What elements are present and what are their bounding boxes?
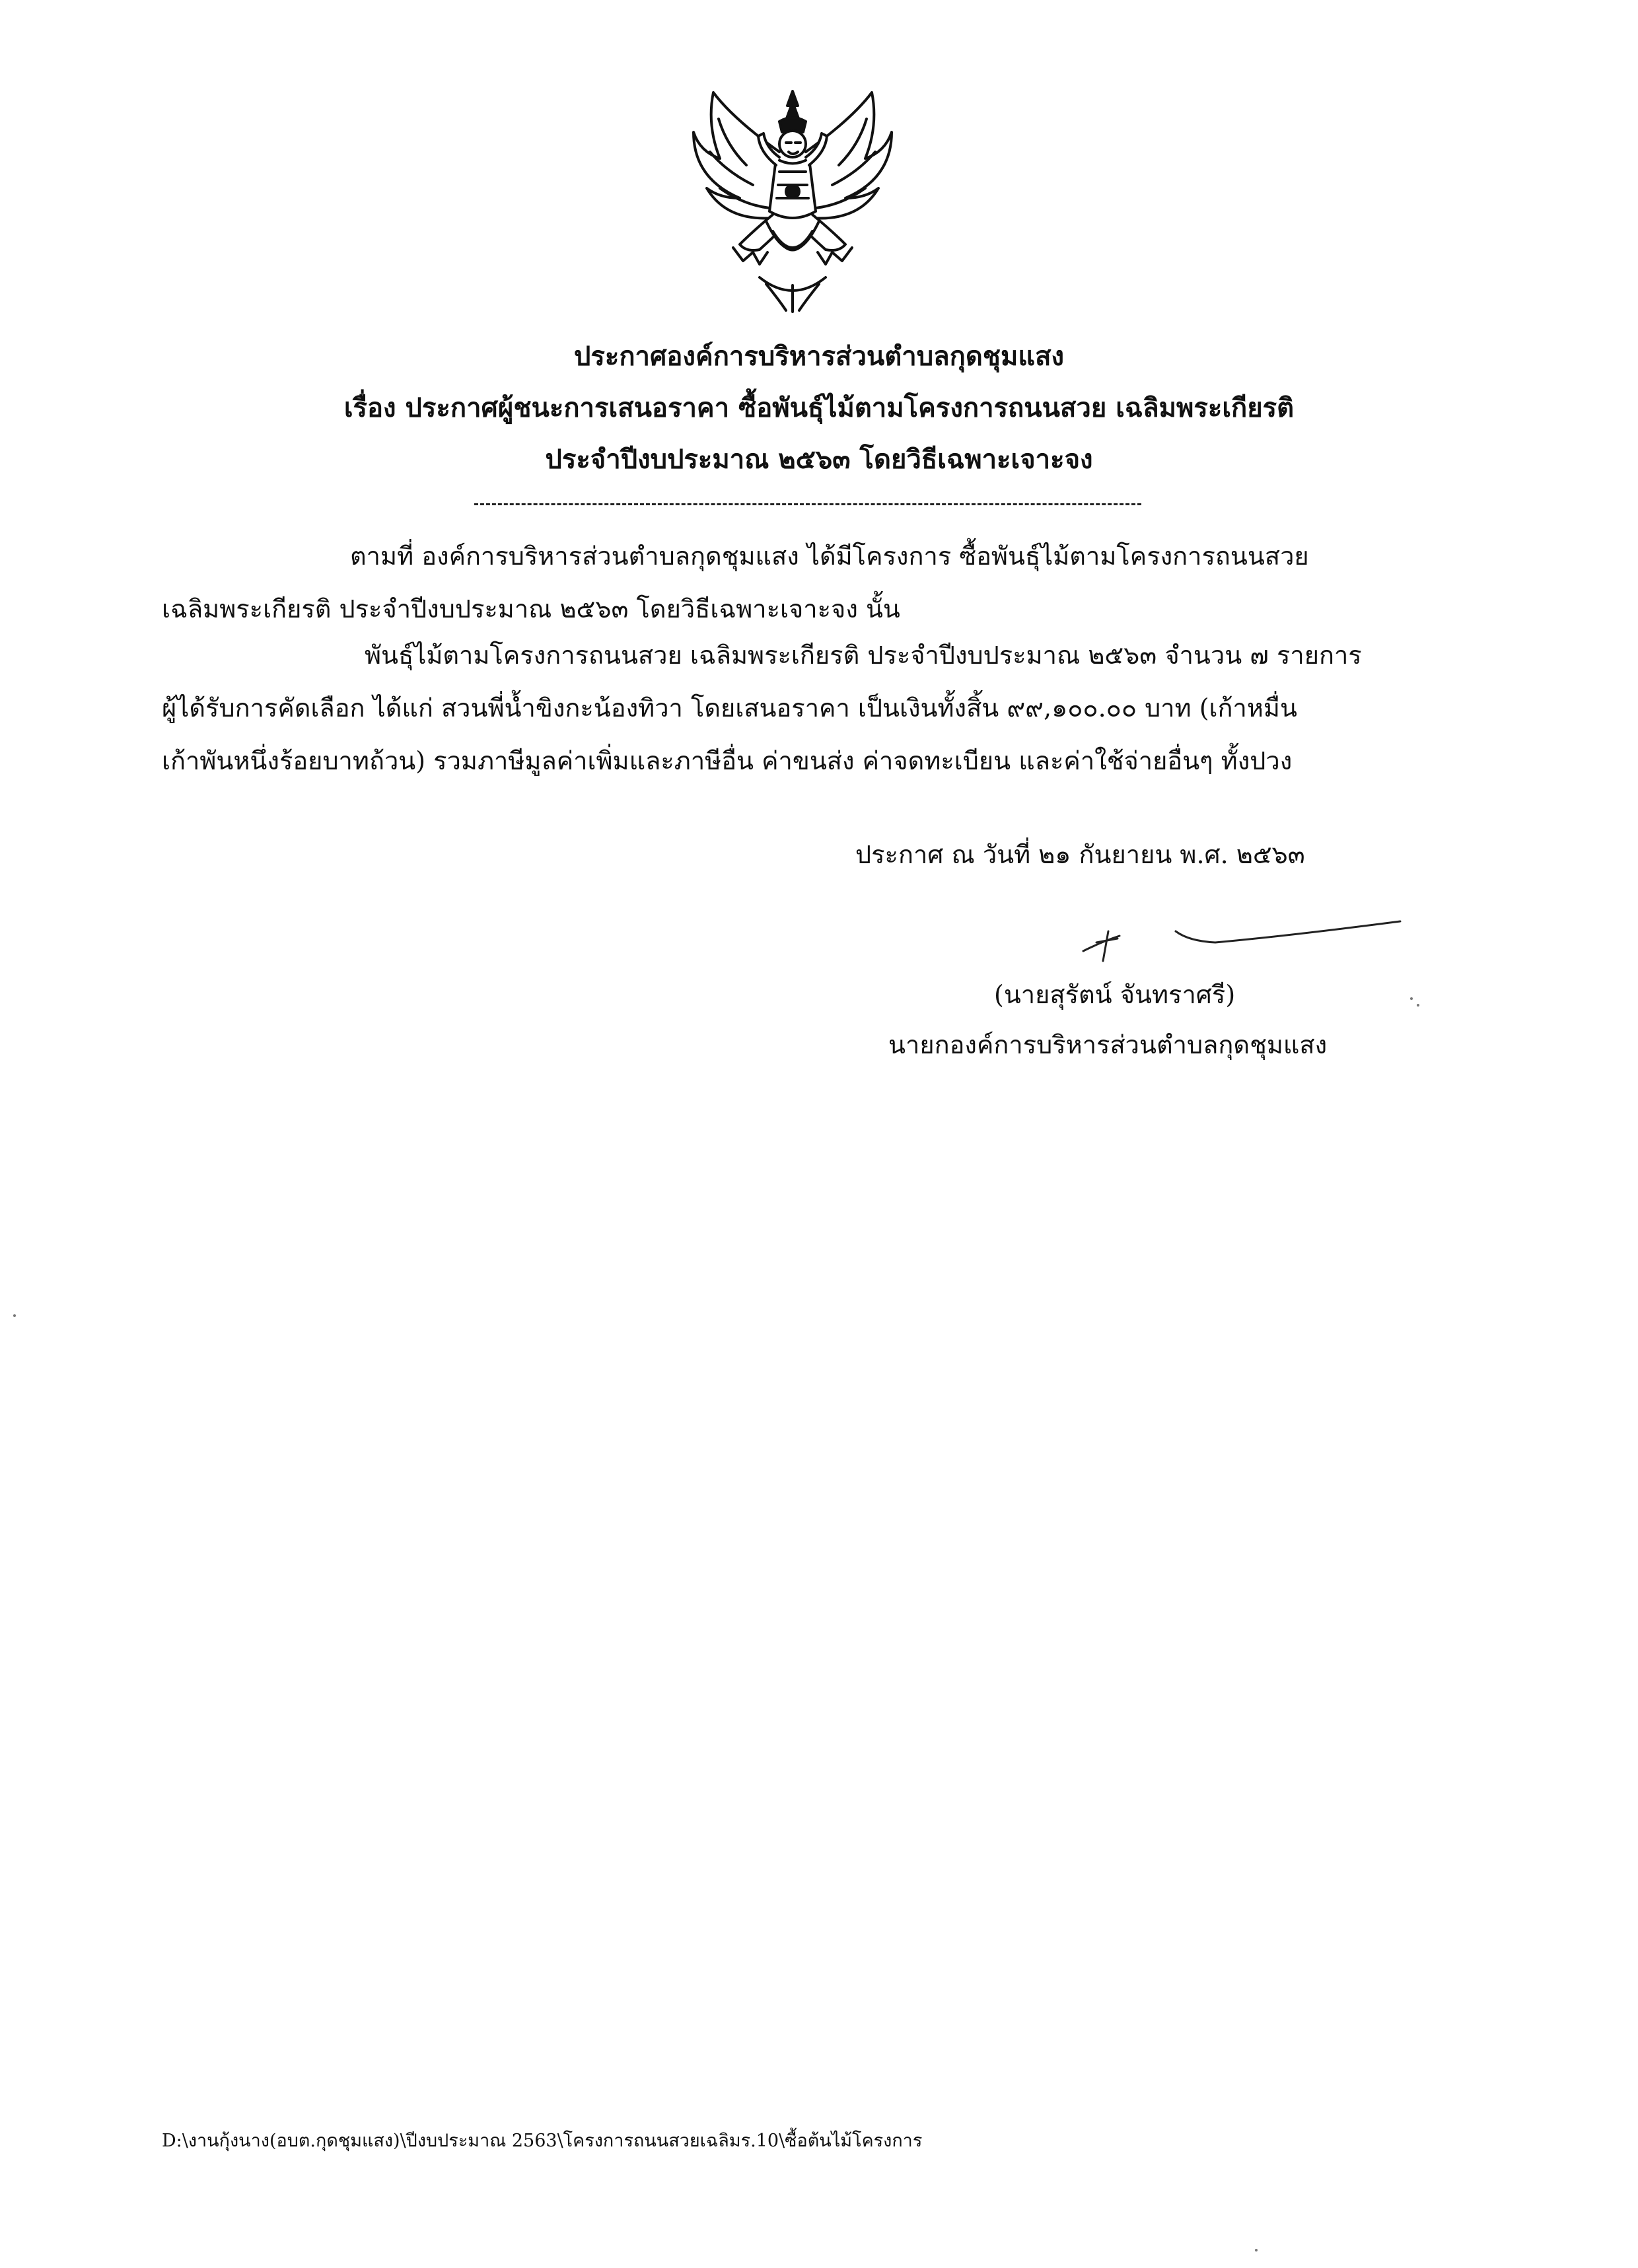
scan-speck	[1417, 1004, 1419, 1007]
file-path-footer: D:\งานกุ้งนาง(อบต.กุดชุมแสง)\ปีงบประมาณ 2563\โครงการถนนสวยเฉลิมร.10\ซื้อต้นไม้โครงการ	[162, 2131, 923, 2151]
garuda-emblem-icon	[680, 79, 905, 317]
signer-title: นายกองค์การบริหารส่วนตำบลกุดชุมแสง	[888, 1030, 1328, 1059]
handwritten-signature	[1057, 895, 1427, 974]
scan-speck	[1410, 997, 1413, 1000]
signer-name: (นายสุรัตน์ จันทราศรี)	[994, 980, 1236, 1009]
heading-divider	[474, 503, 1141, 505]
scan-speck	[13, 1314, 16, 1317]
announcement-subject-continued: ประจำปีงบประมาณ ๒๕๖๓ โดยวิธีเฉพาะเจาะจง	[545, 444, 1093, 475]
announcement-date: ประกาศ ณ วันที่ ๒๑ กันยายน พ.ศ. ๒๕๖๓	[855, 840, 1305, 869]
paragraph-1-line-1: ตามที่ องค์การบริหารส่วนตำบลกุดชุมแสง ได้มีโครงการ ซื้อพันธุ์ไม้ตามโครงการถนนสวย	[350, 542, 1309, 571]
announcement-heading: ประกาศองค์การบริหารส่วนตำบลกุดชุมแสง	[573, 341, 1065, 372]
paragraph-1-line-2: เฉลิมพระเกียรติ ประจำปีงบประมาณ ๒๕๖๓ โดยวิธีเฉพาะเจาะจง นั้น	[162, 594, 900, 623]
announcement-subject: เรื่อง ประกาศผู้ชนะการเสนอราคา ซื้อพันธุ์ไม้ตามโครงการถนนสวย เฉลิมพระเกียรติ	[343, 392, 1295, 423]
paragraph-2-line-2: ผู้ได้รับการคัดเลือก ได้แก่ สวนพี่น้ำขิงกะน้องทิวา โดยเสนอราคา เป็นเงินทั้งสิ้น ๙๙,๑๐๐.๐๐ บาท (เก้าหมื่น	[162, 693, 1297, 723]
paragraph-2-line-3: เก้าพันหนึ่งร้อยบาทถ้วน) รวมภาษีมูลค่าเพิ่มและภาษีอื่น ค่าขนส่ง ค่าจดทะเบียน และค่าใช้จ่ายอื่นๆ ทั้งปวง	[162, 746, 1293, 775]
scan-speck	[1255, 2249, 1258, 2251]
paragraph-2-line-1: พันธุ์ไม้ตามโครงการถนนสวย เฉลิมพระเกียรติ ประจำปีงบประมาณ ๒๕๖๓ จำนวน ๗ รายการ	[365, 641, 1362, 670]
